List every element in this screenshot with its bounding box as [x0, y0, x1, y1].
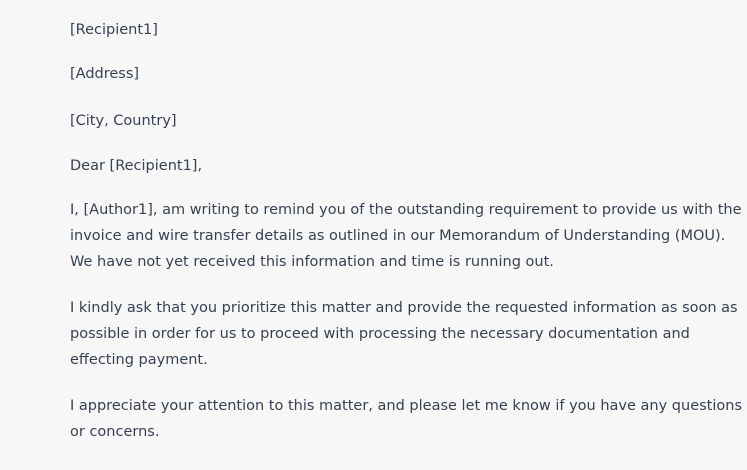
paragraph-line: effecting payment.: [70, 352, 208, 368]
paragraph-line: I appreciate your attention to this matter, and please let me know if you have any questions: [70, 398, 743, 414]
paragraph-line: I kindly ask that you prioritize this matter and provide the requested information as soon as: [70, 300, 738, 316]
salutation: Dear [Recipient1],: [70, 158, 203, 174]
paragraph-line: possible in order for us to proceed with processing the necessary documentation and: [70, 326, 690, 342]
paragraph-line: or concerns.: [70, 424, 160, 440]
paragraph-line: We have not yet received this information and time is running out.: [70, 254, 554, 270]
recipient-line: [Recipient1]: [70, 22, 158, 38]
paragraph-request: [70, 295, 738, 373]
paragraph-line: I, [Author1], am writing to remind you of the outstanding requirement to provide us with the: [70, 202, 742, 218]
paragraph-closing: [70, 393, 743, 445]
city-country-line: [City, Country]: [70, 113, 177, 129]
paragraph-line: invoice and wire transfer details as outlined in our Memorandum of Understanding (MOU).: [70, 228, 726, 244]
address-line: [Address]: [70, 66, 140, 82]
paragraph-reminder: [70, 197, 742, 275]
